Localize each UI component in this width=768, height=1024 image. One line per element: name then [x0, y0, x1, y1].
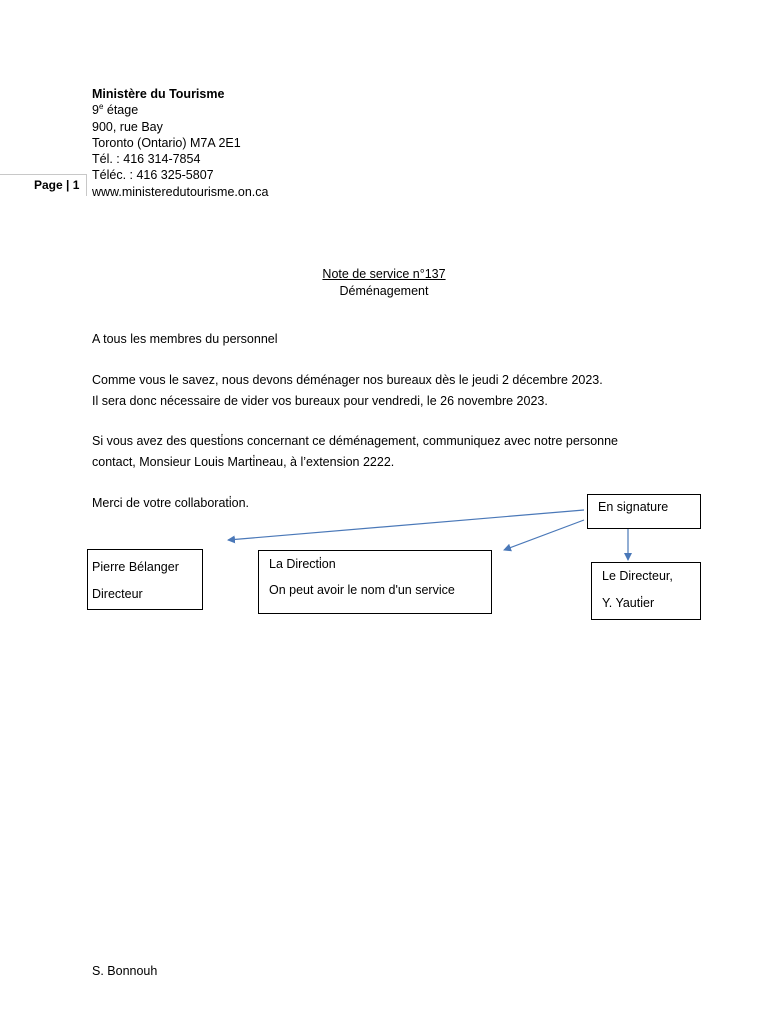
- middle-box-note: On peut avoir le nom d'un service: [269, 583, 455, 597]
- paragraph-2-line-2: contact, Monsieur Louis Marti̇neau, à l’extension 2222.: [92, 454, 395, 469]
- paragraph-2-line-1: Si vous avez des questi̇ons concernant ce déménagement, communiquez avec notre personne: [92, 434, 619, 448]
- signature-option-right: [591, 562, 701, 620]
- arrow-to-left-box: [228, 510, 584, 540]
- address-floor: [92, 102, 268, 118]
- paragraph-1-line-2: Il sera donc nécessaire de vider vos bureaux pour vendredi, le 26 novembre 2023.: [92, 393, 548, 408]
- floor-label: étage: [103, 103, 139, 118]
- paragraph-1-line-1: Comme vous le savez, nous devons déménager nos bureaux dès le jeudi 2 décembre 2023.: [92, 373, 603, 387]
- signature-source-box: [587, 494, 701, 529]
- address-city: Toronto (Ontario) M7A 2E1: [92, 135, 241, 150]
- footer-author: S. Bonnouh: [92, 964, 158, 978]
- memo-closing: Merci de votre collaborati̇on.: [92, 496, 250, 510]
- page-number-rule: [0, 174, 86, 175]
- memo-title-block: [0, 266, 768, 300]
- letterhead: [92, 86, 268, 200]
- ministry-name: Ministère du Tourisme: [92, 87, 225, 101]
- website-link[interactable]: www.ministeredutourisme.on.ca: [92, 184, 269, 199]
- memo-paragraph-1: [92, 370, 603, 411]
- left-box-name: Pierre Bélanger: [92, 560, 179, 574]
- address-street: 900, rue Bay: [92, 119, 163, 134]
- floor-number: 9: [92, 103, 99, 118]
- signature-source-label: En signature: [598, 500, 669, 514]
- page-number: Page | 1: [34, 178, 80, 192]
- fax-number: Téléc. : 416 325-5807: [92, 168, 214, 183]
- memo-subject: Déménagement: [339, 284, 429, 298]
- middle-box-title: La Directi̇on: [269, 557, 336, 571]
- arrow-to-middle-box: [504, 520, 584, 550]
- signature-option-left: [87, 549, 203, 610]
- memo-paragraph-2: [92, 431, 618, 472]
- phone-number: Tél. : 416 314-7854: [92, 152, 201, 167]
- page-number-divider: [86, 174, 87, 196]
- memo-recipient: A tous les membres du personnel: [92, 332, 278, 346]
- right-box-name: Y. Yauti̇er: [602, 596, 655, 610]
- signature-option-middle: [258, 550, 492, 614]
- floor-superscript: e: [98, 102, 104, 112]
- left-box-title: Directeur: [92, 587, 143, 601]
- memo-title: Note de service n°137: [322, 267, 446, 281]
- right-box-title: Le Directeur,: [602, 569, 673, 583]
